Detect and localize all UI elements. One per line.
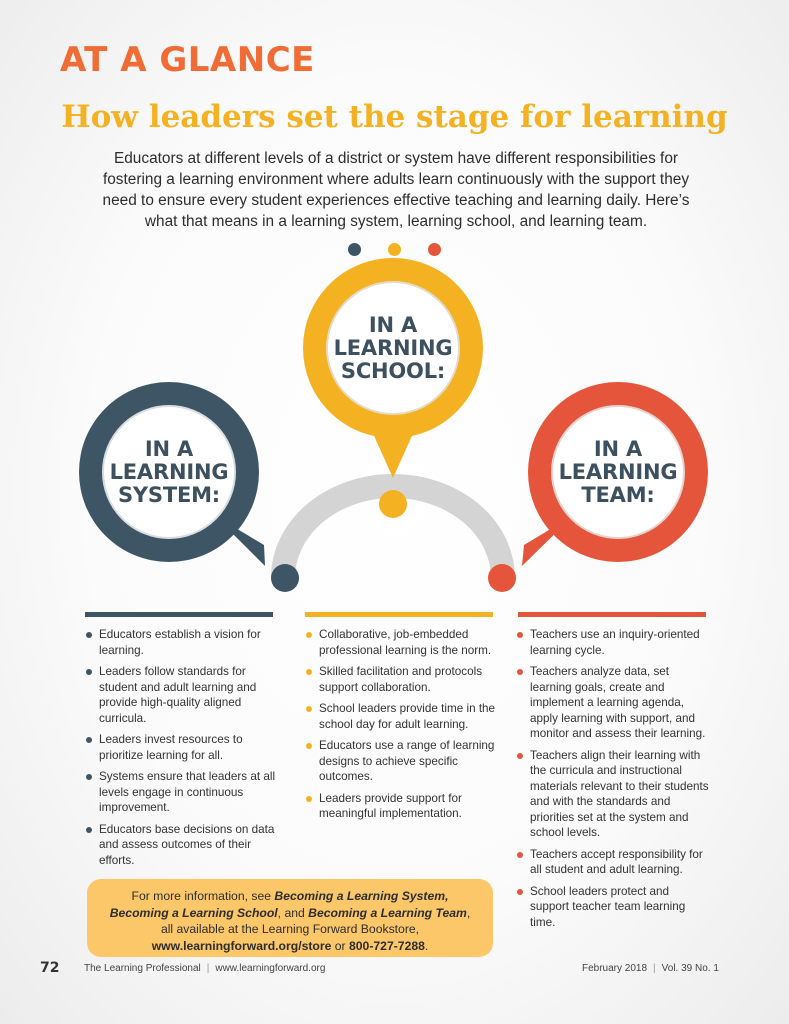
intro-paragraph: Educators at different levels of a district or system have different responsibilities for fostering a learning environment where adults learn continuously with the support they need to ensure every student experiences effective teaching and learning daily. Here’s what that means in a learning system, learning school, and learning team. — [102, 150, 690, 230]
list-item: Educators use a range of learning designs to achieve specific outcomes. — [306, 738, 496, 785]
page-headline: How leaders set the stage for learning — [61, 99, 728, 135]
section-kicker: AT A GLANCE — [60, 40, 315, 80]
bullet-icon — [306, 796, 312, 802]
system-label-line3: SYSTEM: — [117, 483, 221, 507]
list-item: Leaders invest resources to prioritize learning for all. — [86, 732, 276, 763]
book-title-system-school: Becoming a Learning System, Becoming a Learning School — [109, 889, 449, 920]
school-label-line2: LEARNING — [333, 336, 453, 360]
school-column-rule — [305, 612, 493, 617]
school-label-line3: SCHOOL: — [340, 359, 446, 383]
list-item: Skilled facilitation and protocols support collaboration. — [306, 664, 496, 695]
list-item: Collaborative, job-embedded professional learning is the norm. — [306, 627, 496, 658]
phone-number: 800-727-7288 — [349, 938, 425, 953]
team-label-line1: IN A — [593, 437, 643, 461]
bullet-icon — [86, 632, 92, 638]
publication-name: The Learning Professional — [84, 963, 201, 974]
list-item: Teachers accept responsibility for all student and adult learning. — [517, 847, 709, 878]
bullet-icon — [517, 669, 523, 675]
team-label-line3: TEAM: — [581, 483, 655, 507]
website-link[interactable]: www.learningforward.org — [215, 963, 326, 974]
more-info-box — [87, 879, 493, 957]
bullet-icon — [86, 737, 92, 743]
footer-separator: | — [653, 963, 656, 974]
list-item: Teachers analyze data, set learning goals, create and implement a learning agenda, apply learning with support, and monitor and assess their learning. — [517, 664, 709, 742]
team-bubble-label — [558, 438, 678, 507]
footer-publication — [84, 963, 325, 974]
bookstore-link[interactable]: www.learningforward.org/store — [151, 938, 332, 953]
system-node — [271, 564, 299, 592]
system-bubble-label — [109, 438, 229, 507]
list-item: Educators establish a vision for learning. — [86, 627, 276, 658]
team-column-rule — [518, 612, 706, 617]
footer-separator: | — [206, 963, 210, 974]
team-label-line2: LEARNING — [558, 460, 678, 484]
system-label-line1: IN A — [144, 437, 194, 461]
bullet-icon — [306, 743, 312, 749]
list-item: Leaders follow standards for student and adult learning and provide high-quality aligned curricula. — [86, 664, 276, 726]
bullet-icon — [517, 889, 523, 895]
school-bubble-label — [333, 314, 453, 383]
team-node — [488, 564, 516, 592]
school-node — [379, 490, 407, 518]
issue-date: February 2018 — [582, 963, 648, 974]
bullet-icon — [517, 753, 523, 759]
bullet-icon — [86, 774, 92, 780]
school-label-line1: IN A — [368, 313, 418, 337]
system-bullet-list — [86, 627, 276, 874]
list-item: Teachers use an inquiry-oriented learning cycle. — [517, 627, 709, 658]
bullet-icon — [306, 632, 312, 638]
bullet-icon — [306, 669, 312, 675]
bullet-icon — [86, 669, 92, 675]
list-item: Systems ensure that leaders at all levels engage in continuous improvement. — [86, 769, 276, 816]
system-label-line2: LEARNING — [109, 460, 229, 484]
book-title-team: Becoming a Learning Team — [308, 905, 467, 920]
system-column-rule — [85, 612, 273, 617]
school-bullet-list — [306, 627, 496, 828]
bullet-icon — [86, 827, 92, 833]
more-info-text: For more information, see Becoming a Learning System, Becoming a Learning School, and Becoming a Learning Team, all available at the Learning Forward Bookstore, www.learningforward.org/store or 800-727-7288. — [109, 889, 471, 953]
list-item: School leaders provide time in the school day for adult learning. — [306, 701, 496, 732]
list-item: Educators base decisions on data and assess outcomes of their efforts. — [86, 822, 276, 869]
list-item: Leaders provide support for meaningful implementation. — [306, 791, 496, 822]
list-item: Teachers align their learning with the curricula and instructional materials relevant to their students and with the standards and priorities set at the system and school levels. — [517, 748, 709, 841]
bullet-icon — [306, 706, 312, 712]
bullet-icon — [517, 852, 523, 858]
bullet-icon — [517, 632, 523, 638]
page-number: 72 — [40, 960, 60, 976]
issue-volume: Vol. 39 No. 1 — [661, 963, 719, 974]
team-bullet-list — [517, 627, 709, 936]
footer-issue — [582, 963, 719, 974]
list-item: School leaders protect and support teacher team learning time. — [517, 884, 709, 931]
